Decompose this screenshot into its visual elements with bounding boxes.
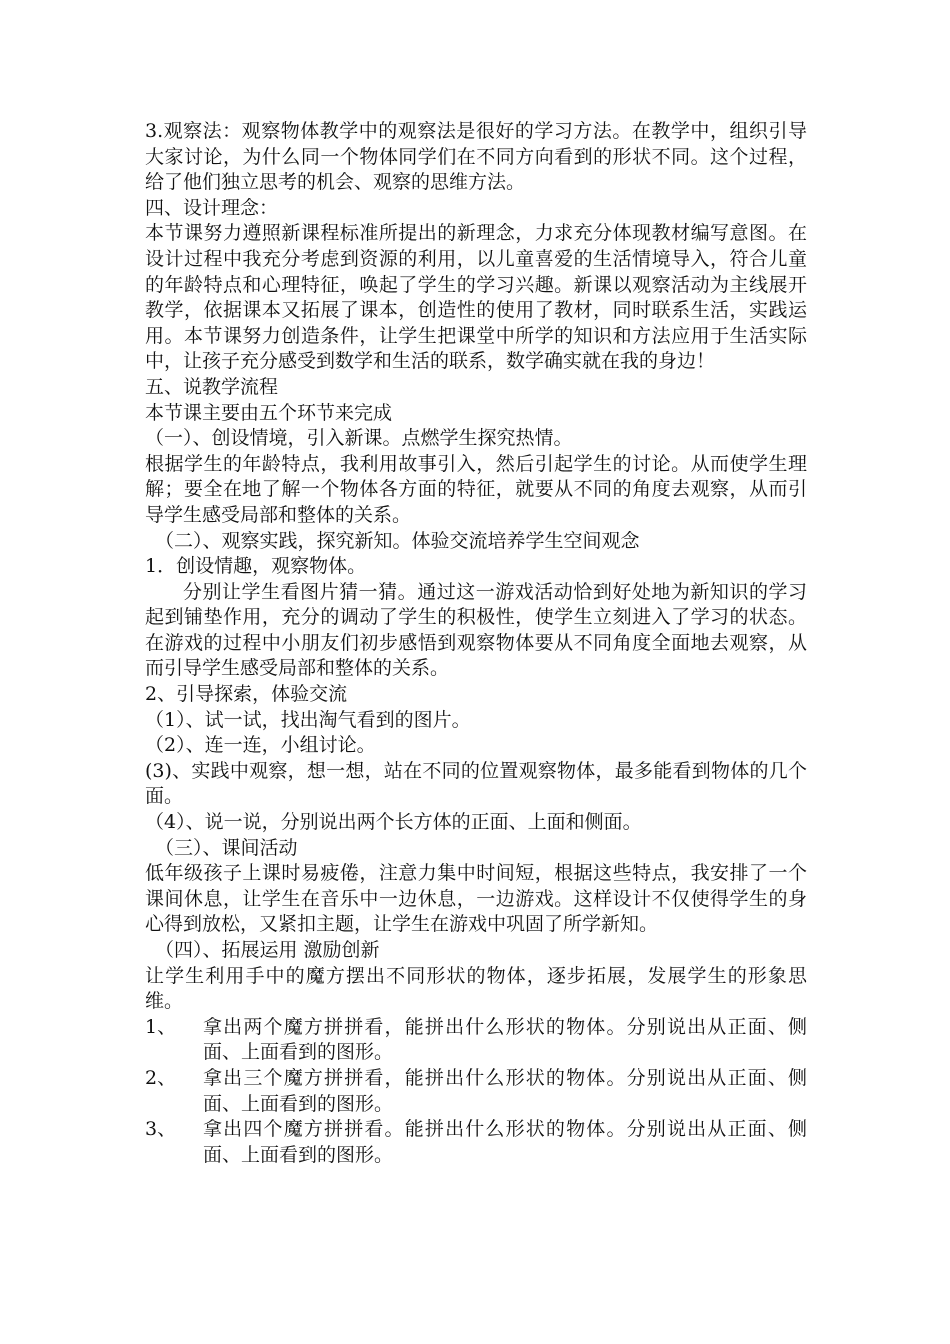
numbered-item xyxy=(145,1117,807,1168)
item-text: 拿出三个魔方拼拼看，能拼出什么形状的物体。分别说出从正面、侧面、上面看到的图形。 xyxy=(203,1066,807,1115)
paragraph-guess-game: 分别让学生看图片猜一猜。通过这一游戏活动恰到好处地为新知识的学习起到铺垫作用，充分的调动了学生的积极性，使学生立刻进入了学习的状态。在游戏的过程中小朋友们初步感悟到观察物体要从不同角度全面地去观察，从而引导学生感受局部和整体的关系。 xyxy=(145,580,807,680)
heading-design-concept: 四、设计理念： xyxy=(145,196,279,219)
item-number: 1、 xyxy=(145,1015,177,1038)
paragraph-stage-one: 根据学生的年龄特点，我利用故事引入，然后引起学生的讨论。从而使学生理解；要全在地了解一个物体各方面的特征，就要从不同的角度去观察，从而引导学生感受局部和整体的关系。 xyxy=(145,452,807,526)
paragraph-five-stages: 本节课主要由五个环节来完成 xyxy=(145,401,393,424)
document-body xyxy=(145,119,807,1168)
item-number: 2、 xyxy=(145,1066,177,1089)
paragraph-break-activity: 低年级孩子上课时易疲倦，注意力集中时间短，根据这些特点，我安排了一个课间休息，让学生在音乐中一边休息，一边游戏。这样设计不仅使得学生的身心得到放松，又紧扣主题，让学生在游戏中巩固了所学新知。 xyxy=(145,862,807,936)
item-text: 拿出四个魔方拼拼看。能拼出什么形状的物体。分别说出从正面、侧面、上面看到的图形。 xyxy=(203,1118,807,1166)
paragraph-design-concept: 本节课努力遵照新课程标准所提出的新理念，力求充分体现教材编写意图。在设计过程中我充分考虑到资源的利用，以儿童喜爱的生活情境导入，符合儿童的年龄特点和心理特征，唤起了学生的学习兴趣。新课以观察活动为主线展开教学，依据课本又拓展了课本，创造性的使用了教材，同时联系生活，实践运用。本节课努力创造条件，让学生把课堂中所学的知识和方法应用于生活实际中，让孩子充分感受到数学和生活的联系，数学确实就在我的身边！ xyxy=(145,222,807,373)
heading-stage-one: （一）、创设情境，引入新课。点燃学生探究热情。 xyxy=(145,427,573,450)
list-item-practice: (3)、实践中观察，想一想，站在不同的位置观察物体，最多能看到物体的几个面。 xyxy=(145,759,807,808)
subheading-guide-explore: 2、引导探索，体验交流 xyxy=(145,683,348,706)
numbered-item xyxy=(145,1015,807,1066)
paragraph-rubiks-cube: 让学生利用手中的魔方摆出不同形状的物体，逐步拓展，发展学生的形象思维。 xyxy=(145,964,807,1013)
heading-stage-four: （四）、拓展运用 激励创新 xyxy=(155,939,380,961)
subheading-observe-objects: 1．创设情趣，观察物体。 xyxy=(145,555,367,578)
heading-stage-three: （三）、课间活动 xyxy=(155,836,298,859)
heading-teaching-process: 五、说教学流程 xyxy=(145,375,279,398)
item-number: 3、 xyxy=(145,1118,177,1141)
list-item-speak: （4）、说一说，分别说出两个长方体的正面、上面和侧面。 xyxy=(145,811,642,834)
heading-stage-two: （二）、观察实践，探究新知。体验交流培养学生空间观念 xyxy=(155,529,640,552)
list-item-try: （1）、试一试，找出淘气看到的图片。 xyxy=(145,708,471,731)
list-item-connect: （2）、连一连，小组讨论。 xyxy=(145,734,376,757)
item-text: 拿出两个魔方拼拼看，能拼出什么形状的物体。分别说出从正面、侧面、上面看到的图形。 xyxy=(203,1015,807,1064)
numbered-item xyxy=(145,1066,807,1117)
paragraph-observation-method: 3.观察法：观察物体教学中的观察法是很好的学习方法。在教学中，组织引导大家讨论，为什么同一个物体同学们在不同方向看到的形状不同。这个过程，给了他们独立思考的机会、观察的思维方法。 xyxy=(145,120,807,194)
